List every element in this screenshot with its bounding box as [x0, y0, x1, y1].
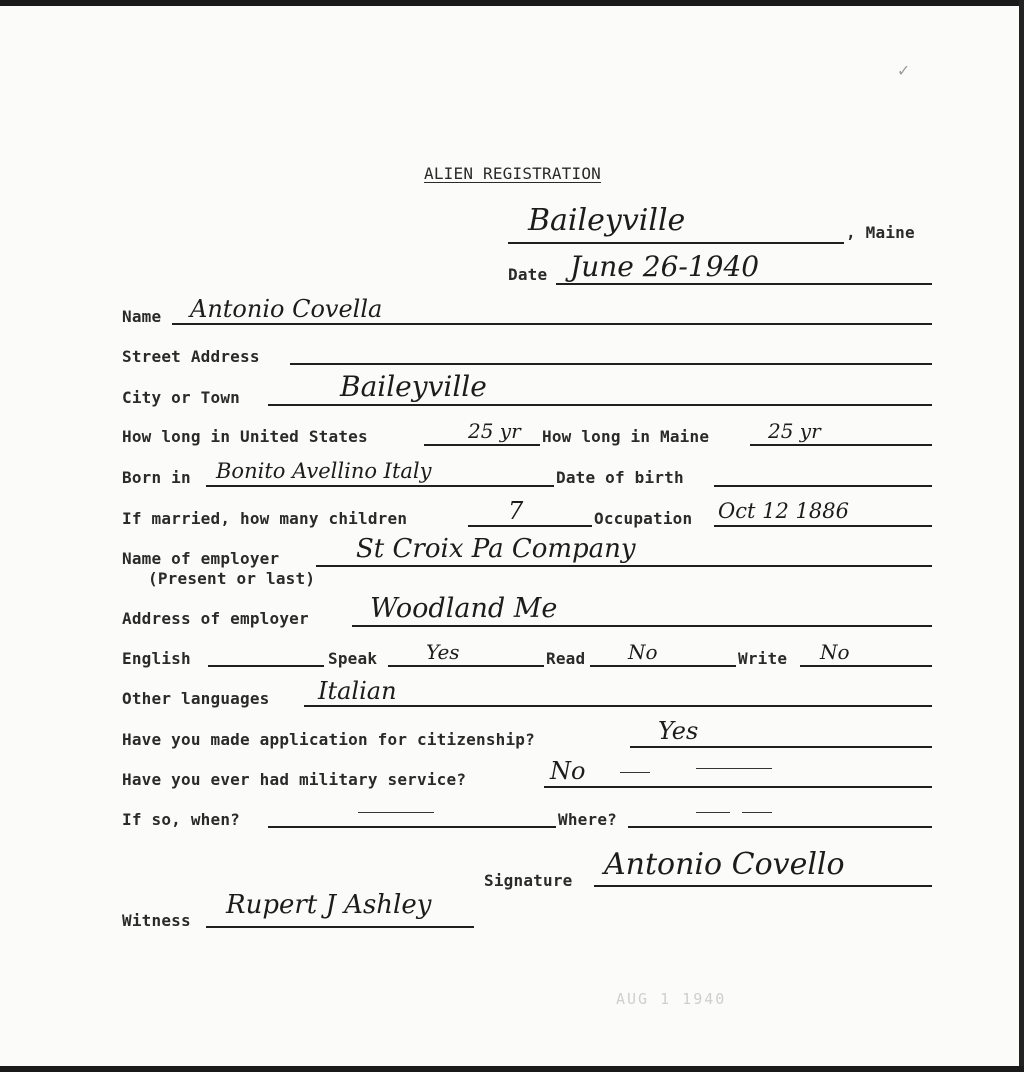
employer-address-value: Woodland Me	[370, 593, 558, 624]
where-label: Where?	[558, 810, 617, 829]
employer-value: St Croix Pa Company	[356, 534, 636, 564]
write-value: No	[820, 640, 850, 664]
witness-label: Witness	[122, 911, 191, 930]
speak-value: Yes	[426, 640, 460, 664]
date-value: June 26-1940	[570, 250, 760, 283]
occupation-value: Oct 12 1886	[718, 499, 849, 523]
military-dash	[696, 768, 772, 769]
other-languages-value: Italian	[318, 677, 397, 705]
read-line	[590, 665, 736, 667]
city-line	[268, 404, 932, 406]
name-label: Name	[122, 307, 162, 326]
date-of-birth-label: Date of birth	[556, 468, 684, 487]
how-long-maine-line	[750, 444, 932, 446]
state-label: , Maine	[846, 223, 915, 242]
scan-border-right	[1019, 0, 1024, 1072]
employer-line	[316, 565, 932, 567]
date-of-birth-line	[714, 485, 932, 487]
date-label: Date	[508, 265, 548, 284]
citizenship-value: Yes	[658, 717, 699, 745]
military-value: No	[550, 757, 586, 785]
if-so-when-label: If so, when?	[122, 810, 240, 829]
signature-label: Signature	[484, 871, 573, 890]
when-dash	[358, 812, 434, 813]
if-so-when-line	[268, 826, 556, 828]
english-label: English	[122, 649, 191, 668]
form-title: ALIEN REGISTRATION	[424, 164, 601, 183]
citizenship-label: Have you made application for citizenship?	[122, 730, 535, 749]
street-line	[290, 363, 932, 365]
military-label: Have you ever had military service?	[122, 770, 467, 789]
how-long-us-value: 25 yr	[468, 419, 521, 443]
how-long-maine-label: How long in Maine	[542, 427, 710, 446]
witness-value: Rupert J Ashley	[226, 890, 432, 920]
scan-border-top	[0, 0, 1024, 6]
other-languages-label: Other languages	[122, 689, 270, 708]
signature-value: Antonio Covello	[604, 847, 845, 882]
received-stamp: AUG 1 1940	[616, 990, 727, 1008]
where-dash	[696, 812, 730, 813]
born-in-line	[206, 485, 554, 487]
speak-line	[388, 665, 544, 667]
employer-address-line	[352, 625, 932, 627]
signature-line	[594, 885, 932, 887]
other-languages-line	[304, 705, 932, 707]
date-line	[556, 283, 932, 285]
scan-border-bottom	[0, 1066, 1024, 1072]
check-mark: ✓	[898, 60, 909, 81]
born-in-value: Bonito Avellino Italy	[216, 459, 432, 483]
name-line	[172, 323, 932, 325]
english-line	[208, 665, 324, 667]
read-value: No	[628, 640, 658, 664]
name-value: Antonio Covella	[190, 295, 383, 323]
read-label: Read	[546, 649, 586, 668]
city-value: Baileyville	[340, 370, 487, 403]
witness-line	[206, 926, 474, 928]
street-label: Street Address	[122, 347, 260, 366]
write-label: Write	[738, 649, 788, 668]
speak-label: Speak	[328, 649, 378, 668]
town-line	[508, 242, 844, 244]
employer-note: (Present or last)	[148, 569, 316, 588]
military-line	[544, 786, 932, 788]
how-long-us-line	[424, 444, 540, 446]
where-line	[628, 826, 932, 828]
occupation-label: Occupation	[594, 509, 693, 528]
born-in-label: Born in	[122, 468, 191, 487]
citizenship-line	[630, 746, 932, 748]
write-line	[800, 665, 932, 667]
employer-address-label: Address of employer	[122, 609, 309, 628]
children-line	[468, 525, 592, 527]
town-value: Baileyville	[528, 203, 686, 238]
children-value: 7	[508, 497, 524, 525]
how-long-us-label: How long in United States	[122, 427, 368, 446]
children-label: If married, how many children	[122, 509, 408, 528]
city-label: City or Town	[122, 388, 240, 407]
occupation-line	[714, 525, 932, 527]
military-dash	[620, 772, 650, 773]
employer-label: Name of employer	[122, 549, 280, 568]
how-long-maine-value: 25 yr	[768, 419, 821, 443]
where-dash	[742, 812, 772, 813]
